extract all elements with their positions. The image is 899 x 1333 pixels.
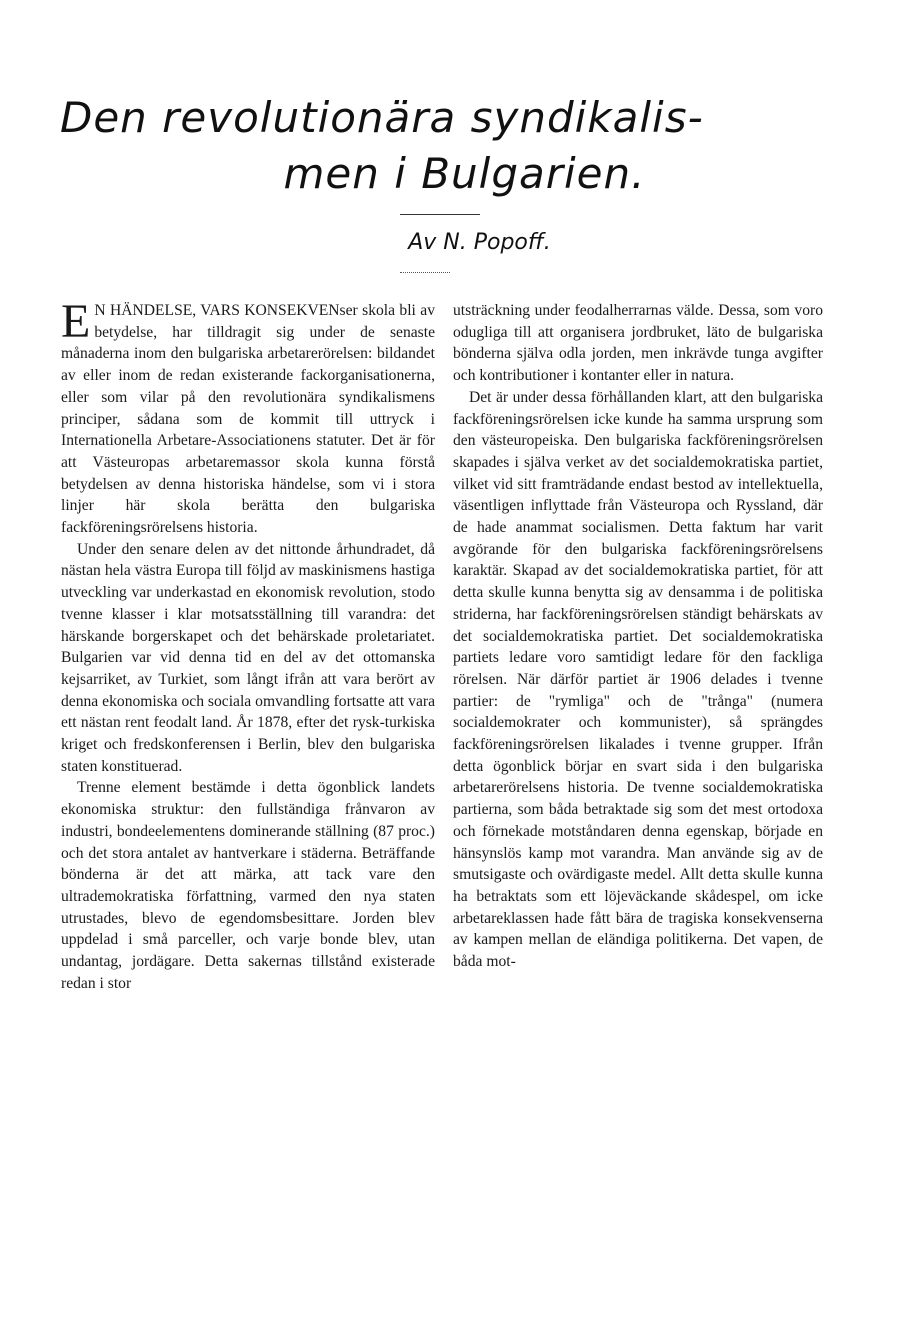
paragraph-1 [61, 295, 435, 539]
paragraph-4: Det är under dessa förhållanden klart, att den bulgariska fackföreningsrörelsen icke kunde ha samma ursprung som den västeuropeiska. Den bulgariska fackföreningsrörelsen skapades i själva verket av det socialdemokratiska partiet, vilket vid sitt framträdande endast bestod av intellektuella, väsentligen inflyttade från Västeuropa och Ryssland, där de hade anammat socialismen. Detta faktum har varit avgörande för den bulgariska fackföreningsrörelsens karaktär. Skapad av det socialdemokratiska partiet, för att detta skulle kunna benytta sig av densamma i de politiska striderna, har fackföreningsrörelsen ständigt behärskats av det socialdemokratiska partiet. Det socialdemokratiska partiets ledare voro samtidigt ledare för den fackliga rörelsen. När därför partiet är 1906 delades i tvenne partier: de "rymliga" och de "trånga" (numera socialdemokrater och kommunister), så sprängdes fackföreningsrörelsen likalades i tvenne grupper. Ifrån detta ögonblick börjar en svart sida i den bulgariska arbetarerörelsens historia. De tvenne socialdemokratiska partierna, som båda betraktade sig som det mest ortodoxa och förnekade motståndaren denna egenskap, började en hänsynslös kamp mot varandra. Man använde sig av de smutsigaste och ovärdigaste medel. Allt detta skulle kunna ha betraktats som ett löjeväckande skådespel, om icke arbetareklassen hade fått bära de tragiska konsekvenserna av kampen mellan de eländiga politikerna. Det vapen, de båda mot- [453, 388, 823, 971]
right-column [453, 300, 823, 973]
article-title-line-1: Den revolutionära syndikalis- [60, 93, 704, 142]
byline-divider [400, 272, 450, 273]
article-title [60, 90, 859, 202]
drop-cap: E [61, 295, 91, 348]
title-divider [400, 214, 480, 215]
paragraph-2: Under den senare delen av det nittonde århundradet, då nästan hela västra Europa till följd av maskinismens hastiga utveckling var underkastad en ekonomisk revolution, stodo tvenne klasser i klar motsatsställning till varandra: det härskande borgerskapet och det behärskade proletariatet. Bulgarien var vid denna tid en del av det ottomanska kejsarriket, av Turkiet, som långt ifrån att vara berört av denna ekonomiska och sociala omvandling fortsatte att vara ett nästan rent feodalt land. År 1878, efter det rysk-turkiska kriget och fredskonferensen i Berlin, blev den bulgariska staten konstituerad. [61, 540, 435, 775]
article-title-line-2: men i Bulgarien. [283, 149, 646, 198]
paragraph-1-text: N HÄNDELSE, VARS KONSEKVENser skola bli av betydelse, har tilldragit sig under de senaste månaderna inom den bulgariska arbetarerörelsen: bildandet av eller inom de redan existerande fackorganisationerna, eller som vilar på den revolutionära syndikalismens principer, sådana som de kommit till uttryck i Internationella Arbetare-Associationens statuter. Det är för att Västeuropas arbetaremassor skola kunna förstå betydelsen av denna historiska händelse, som vi i stora linjer här skola berätta den bulgariska fackföreningsrörelsens historia. [61, 302, 435, 537]
paragraph-3: Trenne element bestämde i detta ögonblick landets ekonomiska struktur: den fullständiga frånvaron av industri, bondeelementens dominerande ställning (87 proc.) och det stora antalet av hantverkare i städerna. Beträffande bönderna är det att märka, att tack vare den ultrademokratiska författning, varmed den nya staten utrustades, blevo de egendomsbesittare. Jorden blev uppdelad i små parceller, och varje bonde blev, utan undantag, jordägare. Detta sakernas tillstånd existerade redan i stor [61, 779, 435, 992]
paragraph-3-continued: utsträckning under feodalherrarnas välde. Dessa, som voro odugliga till att organisera jordbruket, läto de bulgariska bönderna själva odla jorden, men inkrävde tunga avgifter och kontributioner i kontanter eller in natura. [453, 302, 823, 385]
article-byline: Av N. Popoff. [408, 230, 551, 255]
left-column [61, 295, 435, 995]
